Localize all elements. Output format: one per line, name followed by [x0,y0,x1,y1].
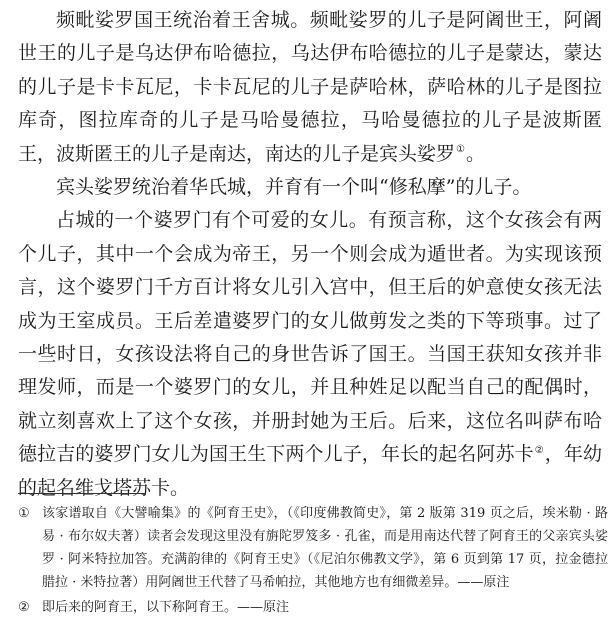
paragraph-text: 宾头娑罗统治着华氏城，并育有一个叫“修私摩”的儿子。 [56,176,532,199]
paragraph-text: 频毗娑罗国王统治着王舍城。频毗娑罗的儿子是阿阇世王，阿阇世王的儿子是乌达伊布哈德拉，乌达伊布哈德拉的儿子是蒙达，蒙达的儿子是卡卡瓦尼，卡卡瓦尼的儿子是萨哈林，萨哈林的儿子是图拉库奇，图拉库奇的儿子是马哈曼德拉，马哈曼德拉的儿子是波斯匿王，波斯匿王的儿子是南达，南达的儿子是宾头娑罗 [18,9,602,165]
paragraph-text: 占城的一个婆罗门有个可爱的女儿。有预言称，这个女孩会有两个儿子，其中一个会成为帝王，另一个则会成为遁世者。为实现该预言，这个婆罗门千方百计将女儿引入宫中，但王后的妒意使女孩无法成为王室成员。王后差遣婆罗门的女儿做剪发之类的下等琐事。过了一些时日，女孩设法将自己的身世告诉了国王。当国王获知女孩并非理发师，而是一个婆罗门的女儿，并且种姓足以配当自己的配偶时，就立刻喜欢上了这个女孩，并册封她为王后。后来，这位名叫萨布哈德拉吉的婆罗门女儿为国王生下两个儿子，年长的起名阿苏卡 [18,209,602,466]
footnote-item [18,502,608,594]
footnotes [18,502,608,621]
paragraph-text-tail: 。 [465,142,485,165]
footnote-item [18,596,608,619]
footnote-text: 该家谱取自《大譬喻集》的《阿育王史》，（《印度佛教简史》，第 2 版第 319 页之后，埃米勒 · 路易 · 布尔奴夫著）读者会发现这里没有旃陀罗笈多 · 孔雀，而是用南达代替了阿育王的父亲宾头娑罗 · 阿米特拉加答。充满韵律的《阿育王史》（《尼泊尔佛教文学》，第 6 页到第 17 页，拉金德拉腊拉 · 米特拉著）用阿阇世王代替了马希帕拉，其他地方也有细微差异。——原注 [42,506,608,590]
paragraph [18,4,602,171]
footnote-mark: ② [18,600,30,615]
footnote-mark: ① [18,506,30,521]
paragraph [18,204,602,505]
footnote-reference[interactable]: ① [456,144,465,156]
footnote-divider [18,493,146,494]
footnote-reference[interactable]: ② [534,444,544,456]
paragraph [18,171,602,204]
main-text [18,4,602,505]
paragraph-text-tail: ，年幼的起名维戈塔苏卡。 [18,443,602,499]
footnote-text: 即后来的阿育王，以下称阿育王。——原注 [42,600,290,615]
